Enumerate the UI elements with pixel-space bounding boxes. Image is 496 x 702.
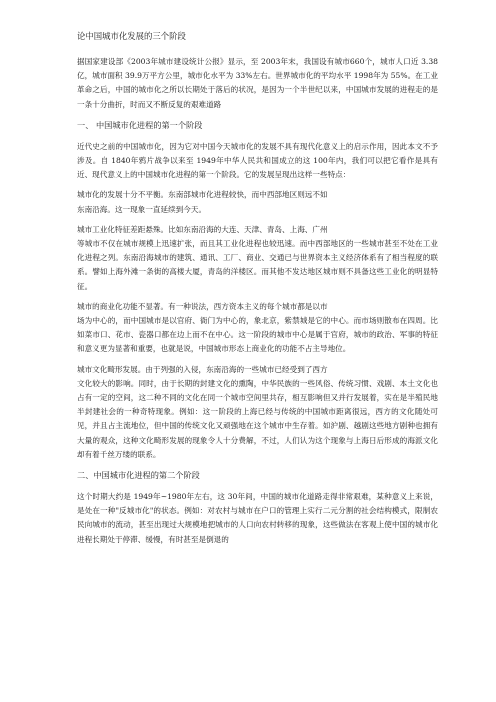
document-title: 论中国城市化发展的三个阶段 xyxy=(77,31,186,41)
paragraph-text: 场为中心的，而中国城市是以官府、衙门为中心的，象北京，紫禁城是它的中心。而市场则散布在四周。比如菜市口、花市、瓷器口都在边上而不在中心。这一阶段的城市中心是属于官府，城市的政治、军事的特征和意义更为显著和重要，也就是说，中国城市形态上商业化的功能不占主导地位。 xyxy=(77,316,438,354)
paragraph-text: 等城市不仅在城市规模上迅速扩张，而且其工业化进程也较迅速。而中西部地区的一些城市甚至不处在工业化进程之列。东南沿海城市的建筑、通讯、工厂、商业、交通已与世界资本主义经济体系有了相当程度的联系。譬如上海外滩一条街的高楼大厦，青岛的洋楼区。而其他不发达地区城市则不具备这些工业化的明显特征。 xyxy=(77,239,438,291)
paragraph-text: 文化较大的影响。同时，由于长期的封建文化的熏陶，中华民族的一些风俗、传统习惯、戏剧、本土文化也占有一定的空间，这二种不同的文化在同一个城市空间里共存，相互影响但又并行发展着，实在是半殖民地半封建社会的一种奇特现象。例如：这一阶段的上海已经与传统的中国城市距离很远，西方的文化随处可见，并且占主流地位，但中国的传统文化又顽强地在这个城市中生存着。如沪剧、越剧这些地方剧种也拥有大量的观众，这种文化畸形发展的现象令人十分费解，不过，人们认为这个现象与上海日后形成的海派文化却有着千丝万缕的联系。 xyxy=(77,378,438,459)
paragraph-line: 东南沿海。这一现象一直延续到今天。 xyxy=(77,204,207,214)
section1-paragraph-1: 近代史之前的中国城市化，因为它对中国今天城市化的发展不具有现代化意义上的启示作用，因此本文不予涉及。自 1840年鸦片战争以来至 1949年中华人民共和国成立的这 100年内，我们可以把它看作是具有近、现代意义上的中国城市化进程的第一个阶段。它的发展呈现出这样一些特点： xyxy=(77,141,438,180)
intro-paragraph: 据国家建设部《2003年城市建设统计公报》显示，至 2003年末，我国设有城市660个，城市人口近 3.38亿，城市面积 39.9万平方公里，城市化水平为 33%左右。世界城市化的平均水平 1998年为 55%。在工业革命之后，中国的城市化之所以长期处于落后的状况，是因为一个半世纪以来，中国城市发展的进程走的是一条十分曲折，时而又不断反复的艰难道路 xyxy=(77,57,438,109)
paragraph-line: 城市化的发展十分不平衡。东南部城市化进程较快，而中西部地区则远不如 xyxy=(77,190,328,200)
section1-paragraph-2 xyxy=(77,188,438,216)
paragraph-line: 城市的商业化功能不显著。有一种说法，西方资本主义的每个城市都是以市 xyxy=(77,301,328,311)
section-heading-1: 一、 中国城市化进程的第一个阶段 xyxy=(77,119,203,130)
section1-paragraph-5 xyxy=(77,363,438,462)
paragraph-line: 城市工业化特征差距悬殊。比如东南沿海的大连、天津、青岛、上海、广州 xyxy=(77,224,328,234)
section1-paragraph-4 xyxy=(77,300,438,357)
section-heading-2: 二、中国城市化进程的第二个阶段 xyxy=(77,470,200,481)
paragraph-line: 城市文化畸形发展。由于列强的入侵，东南沿海的一些城市已经受到了西方 xyxy=(77,364,328,374)
section1-paragraph-3 xyxy=(77,223,438,294)
section2-paragraph-1: 这个时期大约是 1949年~1980年左右，这 30年间，中国的城市化道路走得非常艰难，某种意义上来说，是处在一种"反城市化"的状态。例如：对农村与城市在户口的管理上实行二元分割的社会结构模式，限制农民向城市的流动，甚至出现过大规模地把城市的人口向农村转移的现象，这些做法在客观上使中国的城市化进程长期处于停滞、缓慢，有时甚至是倒退的 xyxy=(77,492,438,544)
